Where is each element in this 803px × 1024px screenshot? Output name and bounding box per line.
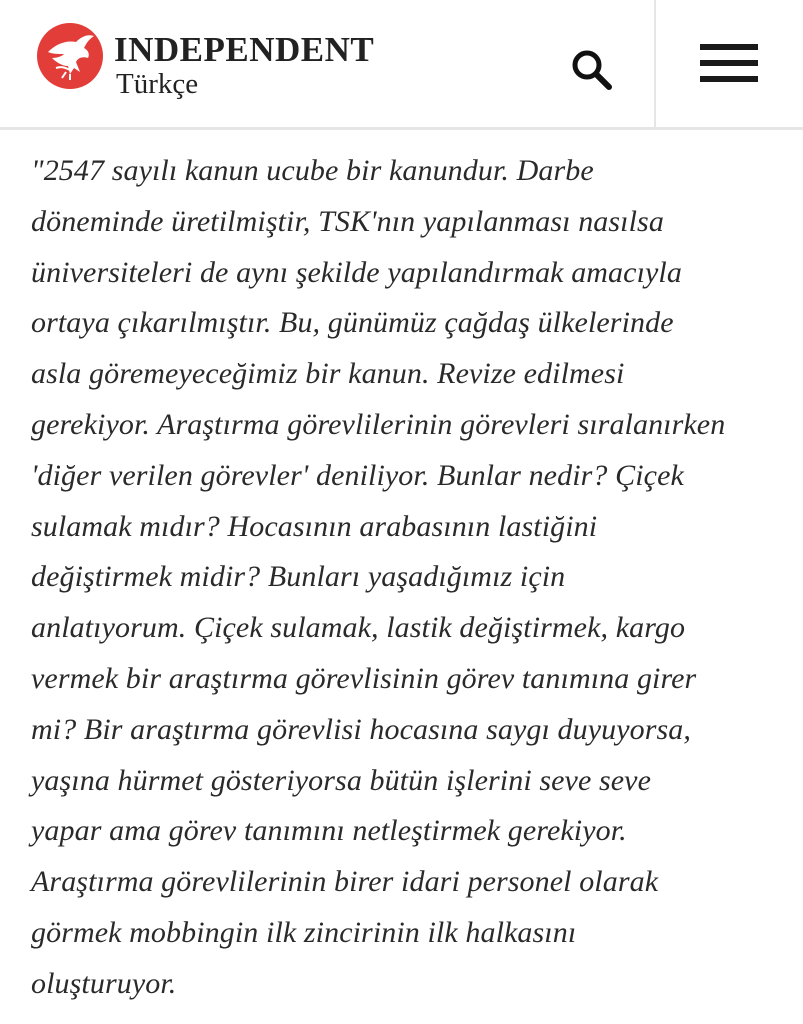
quote-line: oluşturuyor. (31, 966, 177, 1000)
quote-line: yapar ama görev tanımını netleştirmek gerekiyor. (31, 814, 627, 848)
quote-line: ortaya çıkarılmıştır. Bu, günümüz çağdaş ülkelerinde (31, 306, 674, 340)
site-logo[interactable] (36, 22, 374, 100)
quote-line: sulamak mıdır? Hocasının arabasının lastiğini (31, 509, 598, 543)
quote-line: anlatıyorum. Çiçek sulamak, lastik değiştirmek, kargo (31, 611, 686, 645)
quote-line: "2547 sayılı kanun ucube bir kanundur. Darbe (31, 154, 594, 187)
header-divider (654, 0, 656, 128)
quote-line: değiştirmek midir? Bunları yaşadığımız için (31, 560, 566, 594)
quote-line: döneminde üretilmiştir, TSK'nın yapılanması nasılsa (31, 204, 664, 238)
site-header (0, 0, 803, 130)
search-icon (570, 48, 614, 92)
article-quote (31, 146, 776, 1010)
quote-line: görmek mobbingin ilk zincirinin ilk halkasını (31, 915, 577, 949)
menu-button[interactable] (700, 44, 758, 90)
quote-line: gerekiyor. Araştırma görevlilerinin görevleri sıralanırken (31, 407, 726, 441)
brand-subtitle: Türkçe (116, 68, 199, 100)
quote-line: mi? Bir araştırma görevlisi hocasına saygı duyuyorsa, (31, 712, 691, 746)
quote-line: asla göremeyeceğimiz bir kanun. Revize edilmesi (31, 357, 625, 391)
brand-name: INDEPENDENT (114, 30, 375, 69)
quote-line: Araştırma görevlilerinin birer idari personel olarak (31, 865, 659, 899)
brand-text (114, 32, 374, 100)
quote-line: üniversiteleri de aynı şekilde yapılandırmak amacıyla (31, 255, 682, 289)
quote-line: 'diğer verilen görevler' deniliyor. Bunlar nedir? Çiçek (31, 458, 684, 492)
hamburger-menu-icon (700, 44, 758, 82)
quote-line: vermek bir araştırma görevlisinin görev tanımına girer (31, 661, 697, 695)
search-button[interactable] (562, 40, 622, 100)
quote-line: yaşına hürmet gösteriyorsa bütün işlerini seve seve (31, 763, 651, 797)
article-body (31, 146, 776, 1010)
eagle-icon (36, 22, 104, 90)
